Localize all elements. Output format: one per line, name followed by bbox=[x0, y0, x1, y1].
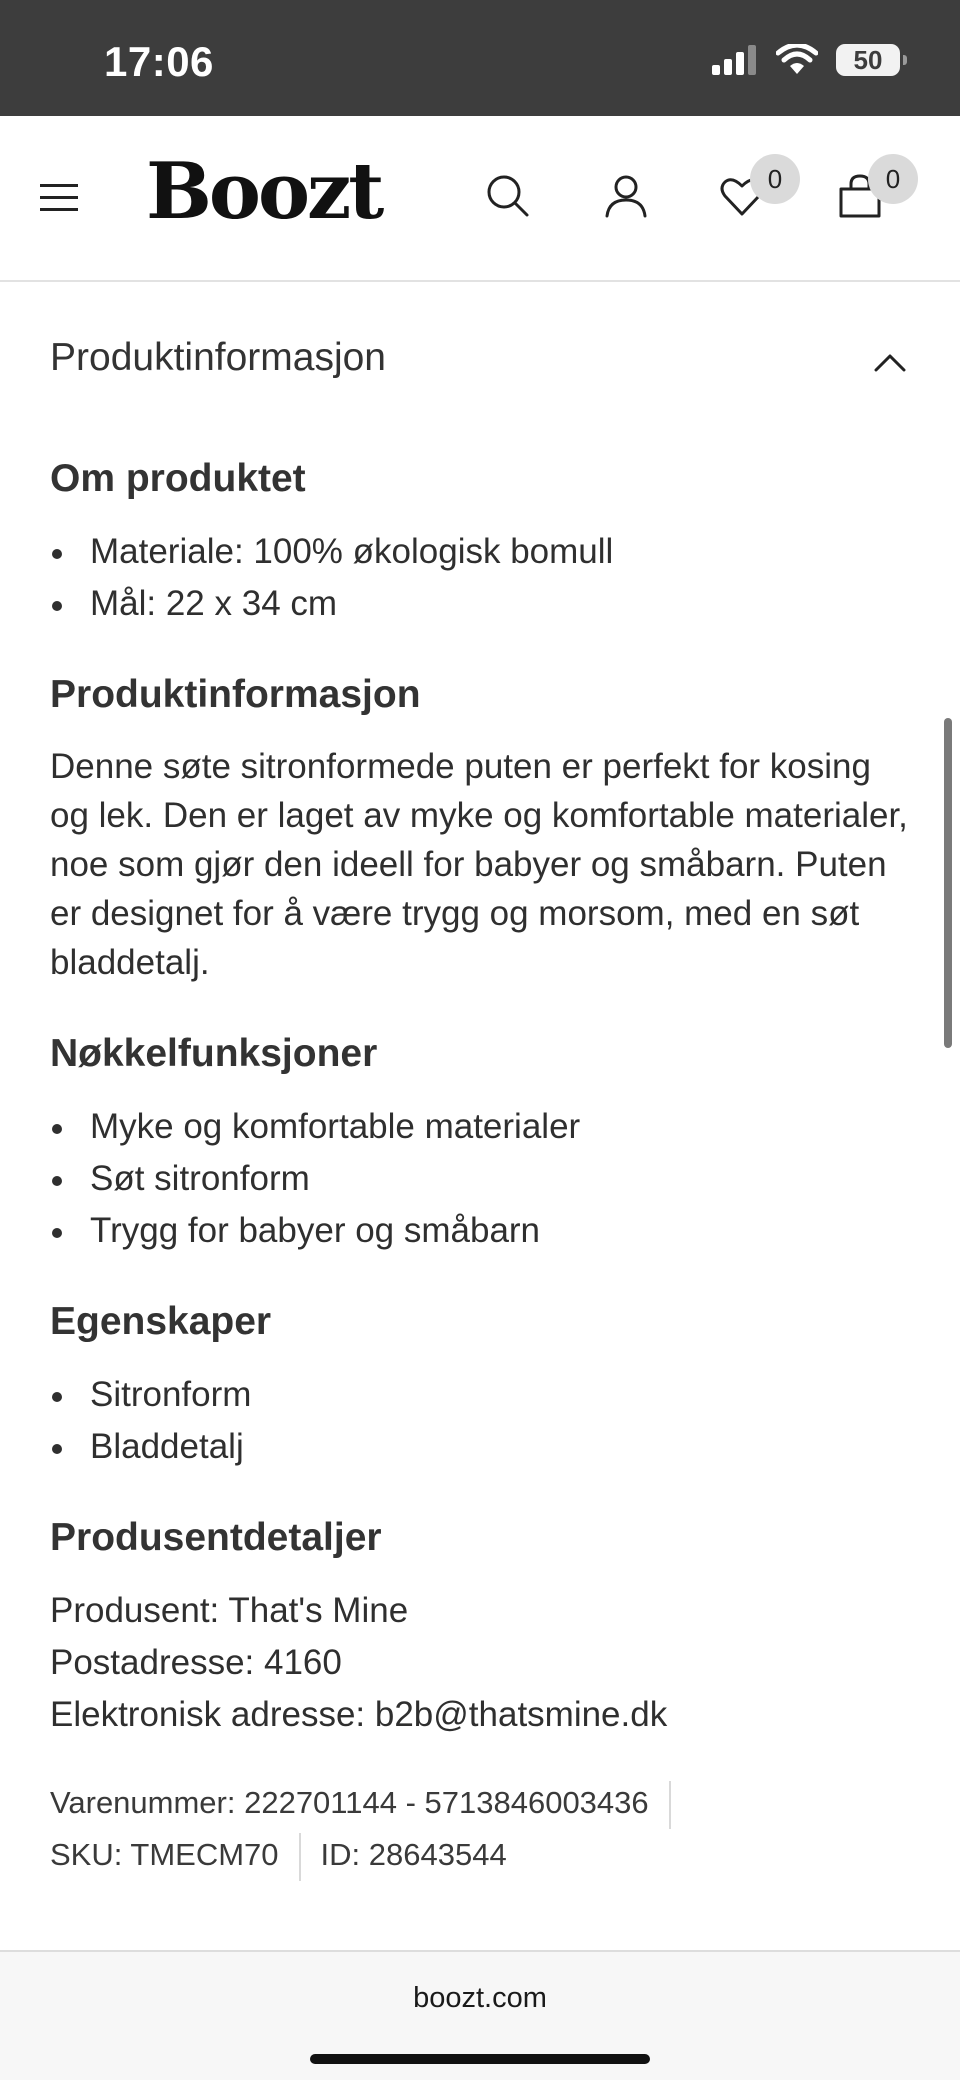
list-item: Søt sitronform bbox=[50, 1153, 910, 1205]
accordion-title[interactable]: Produktinformasjon bbox=[50, 336, 386, 379]
account-icon[interactable] bbox=[602, 172, 650, 220]
list-item: Mål: 22 x 34 cm bbox=[50, 578, 910, 630]
item-number: Varenummer: 222701144 - 5713846003436 bbox=[50, 1785, 649, 1820]
list-item: Myke og komfortable materialer bbox=[50, 1101, 910, 1153]
scrollbar[interactable] bbox=[944, 718, 952, 1048]
status-time: 17:06 bbox=[104, 38, 214, 85]
list-item: Sitronform bbox=[50, 1369, 910, 1421]
site-header bbox=[0, 116, 960, 282]
product-identifiers bbox=[50, 1777, 910, 1881]
manufacturer-address: Postadresse: 4160 bbox=[50, 1643, 342, 1682]
boozt-logo[interactable]: Boozt bbox=[146, 146, 382, 237]
about-heading: Om produktet bbox=[50, 457, 306, 500]
about-list bbox=[50, 526, 910, 630]
wishlist-count-badge: 0 bbox=[750, 154, 800, 204]
battery-level: 50 bbox=[853, 44, 883, 75]
product-id: ID: 28643544 bbox=[320, 1837, 507, 1872]
browser-address-bar[interactable] bbox=[0, 1950, 960, 2080]
features-heading: Nøkkelfunksjoner bbox=[50, 1032, 378, 1075]
manufacturer-email: Elektronisk adresse: b2b@thatsmine.dk bbox=[50, 1695, 668, 1734]
properties-heading: Egenskaper bbox=[50, 1300, 272, 1343]
list-item: Materiale: 100% økologisk bomull bbox=[50, 526, 910, 578]
home-indicator[interactable] bbox=[310, 2054, 650, 2064]
info-heading: Produktinformasjon bbox=[50, 673, 421, 716]
wifi-icon bbox=[776, 44, 818, 76]
properties-list bbox=[50, 1369, 910, 1473]
manufacturer-details bbox=[50, 1585, 910, 1741]
product-description: Denne søte sitronformede puten er perfekt for kosing og lek. Den er laget av myke og komfortable materialer, noe som gjør den ideell for babyer og småbarn. Puten er designet for å være trygg og morsom, med en søt bladdetalj. bbox=[50, 747, 908, 982]
manufacturer-heading: Produsentdetaljer bbox=[50, 1516, 382, 1559]
signal-icon bbox=[712, 45, 758, 75]
features-list bbox=[50, 1101, 910, 1257]
status-icons bbox=[712, 44, 900, 76]
manufacturer-name: Produsent: That's Mine bbox=[50, 1591, 409, 1630]
menu-icon[interactable] bbox=[40, 182, 80, 214]
list-item: Bladdetalj bbox=[50, 1421, 910, 1473]
divider bbox=[669, 1781, 671, 1829]
status-bar bbox=[0, 0, 960, 116]
battery-icon bbox=[836, 44, 900, 76]
divider bbox=[299, 1833, 301, 1881]
product-info-content bbox=[50, 452, 910, 1881]
url-text[interactable]: boozt.com bbox=[413, 1982, 547, 2014]
list-item: Trygg for babyer og småbarn bbox=[50, 1205, 910, 1257]
cart-count-badge: 0 bbox=[868, 154, 918, 204]
search-icon[interactable] bbox=[484, 172, 532, 220]
chevron-up-icon[interactable] bbox=[872, 350, 908, 374]
sku: SKU: TMECM70 bbox=[50, 1837, 279, 1872]
